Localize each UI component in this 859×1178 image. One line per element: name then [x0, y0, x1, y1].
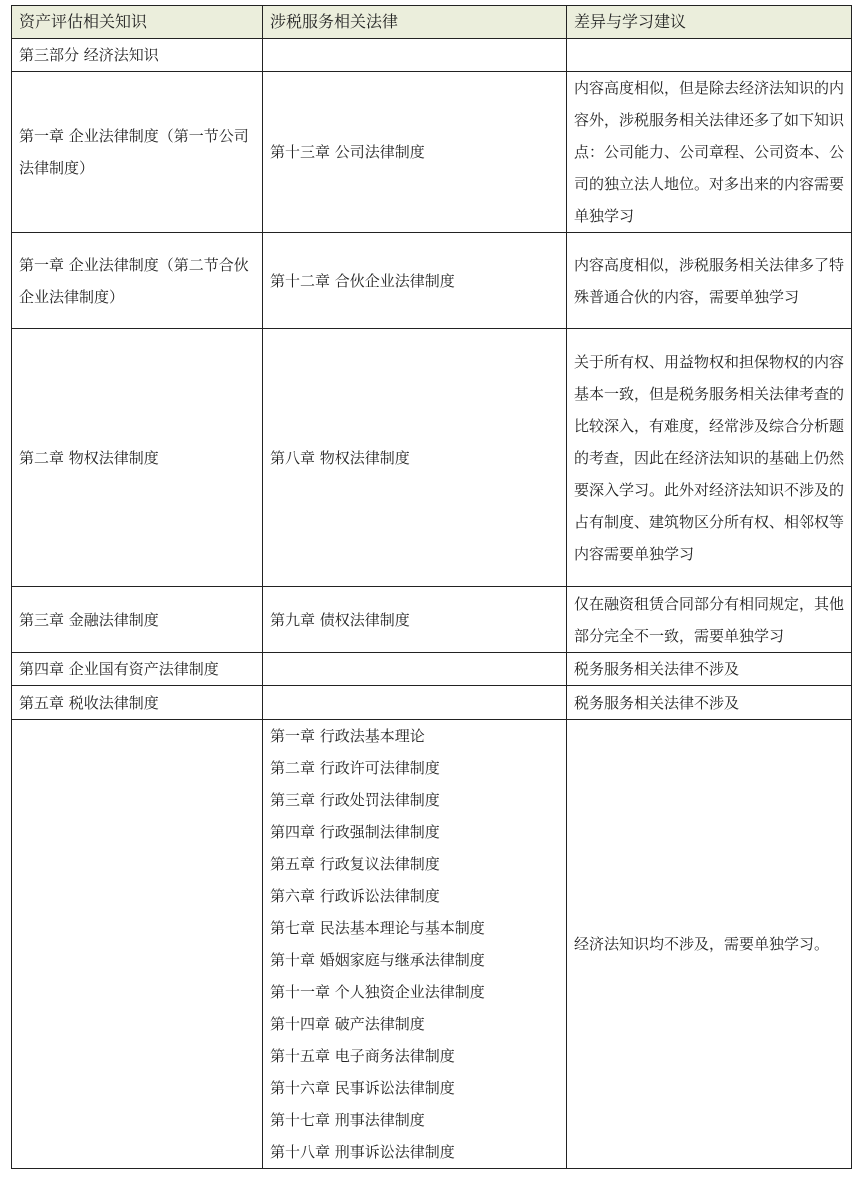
table-row — [12, 686, 852, 720]
list-item: 第十七章 刑事法律制度 — [270, 1111, 425, 1129]
chapter-list-cell — [263, 720, 567, 1169]
list-item: 第十章 婚姻家庭与继承法律制度 — [270, 951, 485, 969]
header-cell: 资产评估相关知识 — [12, 6, 263, 39]
cell: 第三部分 经济法知识 — [12, 39, 263, 72]
list-item: 第二章 行政许可法律制度 — [270, 759, 440, 777]
cell: 内容高度相似，涉税服务相关法律多了特殊普通合伙的内容，需要单独学习 — [567, 233, 852, 329]
list-item: 第十五章 电子商务法律制度 — [270, 1047, 455, 1065]
cell: 仅在融资租赁合同部分有相同规定，其他部分完全不一致，需要单独学习 — [567, 587, 852, 653]
table-row — [12, 587, 852, 653]
list-item: 第六章 行政诉讼法律制度 — [270, 887, 440, 905]
cell — [263, 39, 567, 72]
cell: 第二章 物权法律制度 — [12, 329, 263, 587]
cell: 第十三章 公司法律制度 — [263, 72, 567, 233]
header-cell: 差异与学习建议 — [567, 6, 852, 39]
cell: 第九章 债权法律制度 — [263, 587, 567, 653]
list-item: 第五章 行政复议法律制度 — [270, 855, 440, 873]
list-item: 第十八章 刑事诉讼法律制度 — [270, 1143, 455, 1161]
list-item: 第十六章 民事诉讼法律制度 — [270, 1079, 455, 1097]
cell: 第十二章 合伙企业法律制度 — [263, 233, 567, 329]
cell: 第一章 企业法律制度（第二节合伙企业法律制度） — [12, 233, 263, 329]
cell: 税务服务相关法律不涉及 — [567, 653, 852, 686]
cell — [12, 720, 263, 1169]
list-item: 第一章 行政法基本理论 — [270, 727, 425, 745]
cell — [567, 39, 852, 72]
table-row — [12, 653, 852, 686]
cell: 第五章 税收法律制度 — [12, 686, 263, 720]
cell: 第三章 金融法律制度 — [12, 587, 263, 653]
cell: 第八章 物权法律制度 — [263, 329, 567, 587]
table-row — [12, 233, 852, 329]
table-row — [12, 329, 852, 587]
list-item: 第四章 行政强制法律制度 — [270, 823, 440, 841]
cell: 第一章 企业法律制度（第一节公司法律制度） — [12, 72, 263, 233]
table-row — [12, 720, 852, 1169]
list-item: 第十四章 破产法律制度 — [270, 1015, 425, 1033]
cell: 第四章 企业国有资产法律制度 — [12, 653, 263, 686]
cell — [263, 653, 567, 686]
cell — [263, 686, 567, 720]
list-item: 第七章 民法基本理论与基本制度 — [270, 919, 485, 937]
list-item: 第十一章 个人独资企业法律制度 — [270, 983, 485, 1001]
table-row — [12, 72, 852, 233]
cell: 经济法知识均不涉及，需要单独学习。 — [567, 720, 852, 1169]
table-row — [12, 39, 852, 72]
cell: 关于所有权、用益物权和担保物权的内容基本一致，但是税务服务相关法律考查的比较深入，有难度，经常涉及综合分析题的考查，因此在经济法知识的基础上仍然要深入学习。此外对经济法知识不涉及的占有制度、建筑物区分所有权、相邻权等内容需要单独学习 — [567, 329, 852, 587]
header-cell: 涉税服务相关法律 — [263, 6, 567, 39]
header-row — [12, 6, 852, 39]
cell: 税务服务相关法律不涉及 — [567, 686, 852, 720]
cell: 内容高度相似，但是除去经济法知识的内容外，涉税服务相关法律还多了如下知识点：公司能力、公司章程、公司资本、公司的独立法人地位。对多出来的内容需要单独学习 — [567, 72, 852, 233]
list-item: 第三章 行政处罚法律制度 — [270, 791, 440, 809]
comparison-table — [11, 5, 852, 1169]
